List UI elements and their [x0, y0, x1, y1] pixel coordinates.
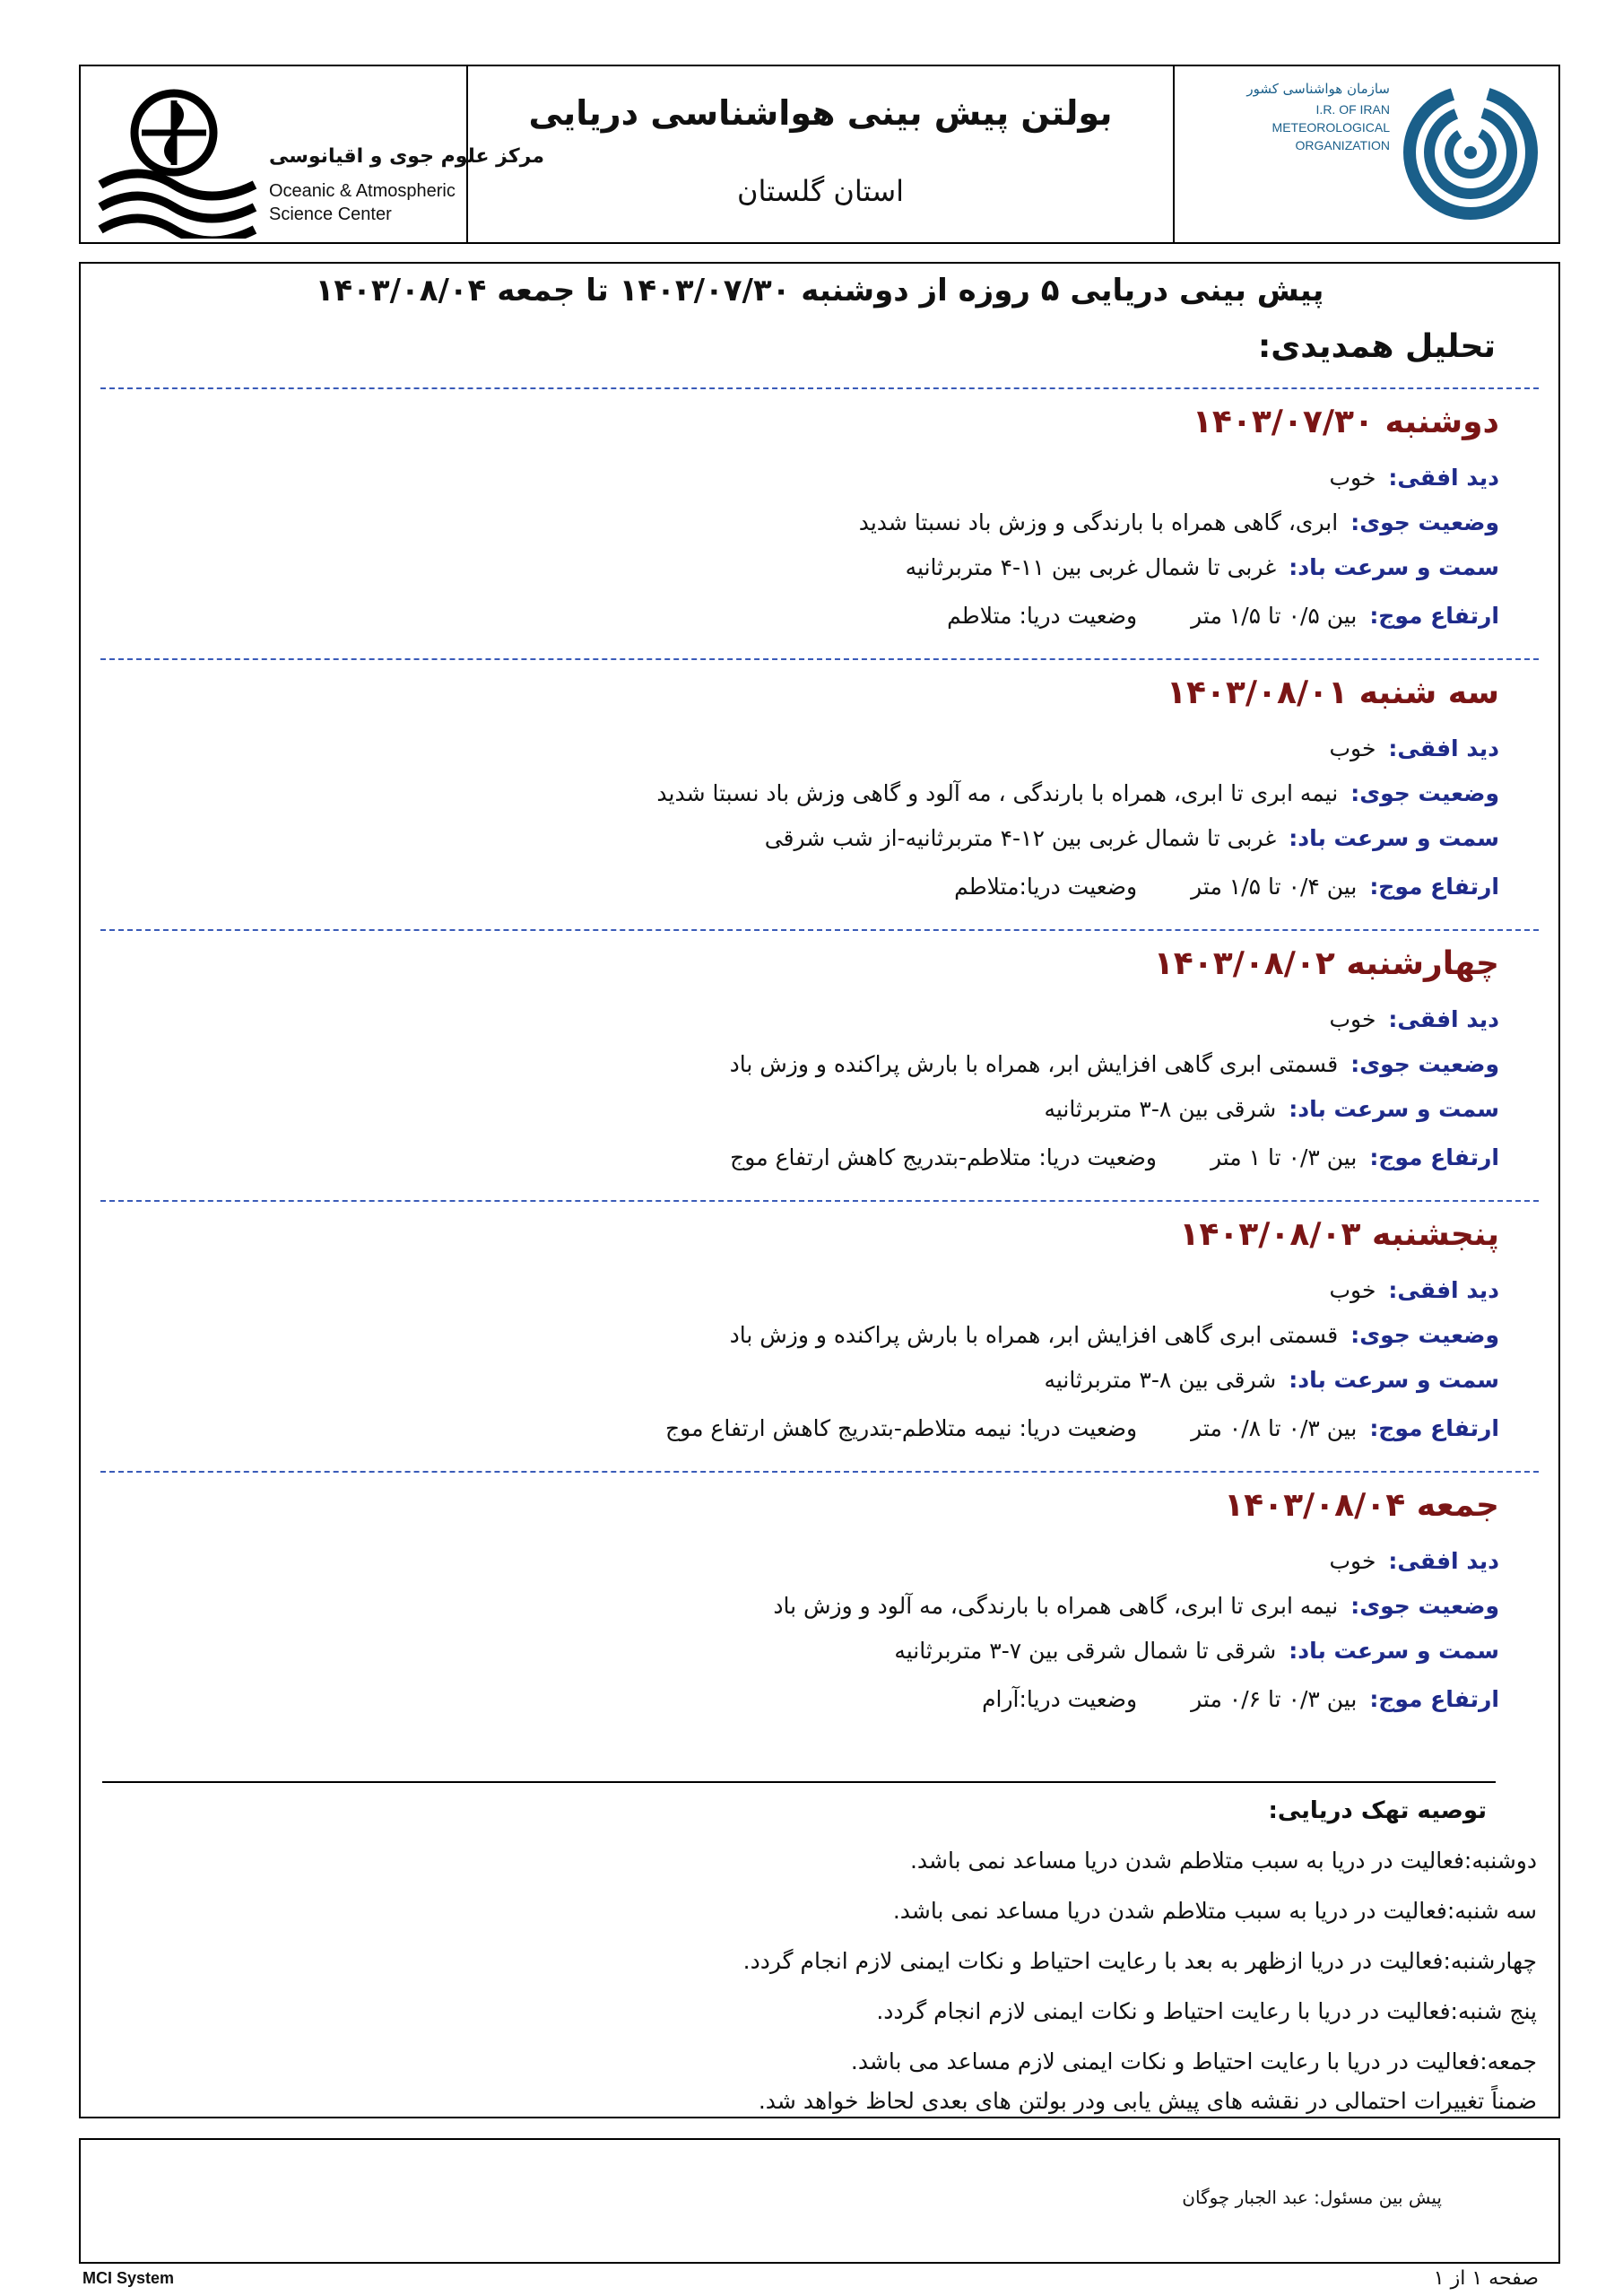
bulletin-title: بولتن پیش بینی هواشناسی دریایی — [528, 93, 1113, 133]
recommendation-item: پنج شنبه:فعالیت در دریا با رعایت احتیاط و نکات ایمنی لازم انجام گردد. — [876, 1998, 1537, 2024]
wave-label: ارتفاع موج: — [1369, 1686, 1499, 1712]
wave-row — [665, 1415, 1499, 1441]
day-forecast — [81, 389, 1562, 658]
irimo-name-en-line3: ORGANIZATION — [1295, 138, 1390, 152]
visibility-row — [1330, 1277, 1500, 1303]
wave-row — [982, 1686, 1499, 1712]
irimo-name-fa: سازمان هواشناسی کشور — [1246, 81, 1390, 97]
recommendations-divider — [102, 1781, 1496, 1783]
visibility-row — [1330, 465, 1500, 491]
sea-state-value: وضعیت دریا: متلاطم — [947, 603, 1138, 629]
weather-label: وضعیت جوی: — [1350, 509, 1499, 535]
visibility-row — [1330, 1548, 1500, 1574]
visibility-value: خوب — [1329, 1548, 1376, 1574]
recommendation-item: چهارشنبه:فعالیت در دریا ازظهر به بعد با رعایت احتیاط و نکات ایمنی لازم انجام گردد. — [742, 1948, 1537, 1974]
weather-label: وضعیت جوی: — [1350, 1593, 1499, 1619]
wind-row — [894, 1638, 1499, 1664]
wave-label: ارتفاع موج: — [1369, 603, 1499, 629]
weather-label: وضعیت جوی: — [1350, 780, 1499, 806]
weather-row — [730, 1051, 1499, 1077]
wind-label: سمت و سرعت باد: — [1289, 1096, 1499, 1122]
weather-value: ابری، گاهی همراه با بارندگی و وزش باد نسبتا شدید — [858, 509, 1339, 535]
day-title: جمعه ۱۴۰۳/۰۸/۰۴ — [1224, 1487, 1499, 1524]
oasc-name-en-line1: Oceanic & Atmospheric — [269, 181, 456, 201]
wind-label: سمت و سرعت باد: — [1289, 554, 1499, 580]
sea-state-value: وضعیت دریا: متلاطم-بتدریج کاهش ارتفاع موج — [730, 1144, 1157, 1170]
recommendation-item: سه شنبه:فعالیت در دریا به سبب متلاطم شدن دریا مساعد نمی باشد. — [892, 1898, 1537, 1924]
oasc-name-fa: مرکز علوم جوی و اقیانوسی — [269, 145, 544, 168]
visibility-label: دید افقی: — [1388, 465, 1499, 491]
day-forecast — [81, 931, 1562, 1200]
weather-value: قسمتی ابری گاهی افزایش ابر، همراه با بارش پراکنده و وزش باد — [729, 1322, 1339, 1348]
visibility-label: دید افقی: — [1388, 1006, 1499, 1032]
weather-value: نیمه ابری تا ابری، گاهی همراه با بارندگی، مه آلود و وزش باد — [773, 1593, 1339, 1619]
visibility-row — [1330, 1006, 1500, 1032]
visibility-label: دید افقی: — [1388, 1548, 1499, 1574]
wind-row — [765, 825, 1499, 851]
wave-label: ارتفاع موج: — [1369, 874, 1499, 900]
visibility-label: دید افقی: — [1388, 1277, 1499, 1303]
weather-row — [730, 1322, 1499, 1348]
day-forecast — [81, 660, 1562, 929]
recommendation-item: ضمناً تغییرات احتمالی در نقشه های پیش یابی ودر بولتن های بعدی لحاظ خواهد شد. — [758, 2088, 1537, 2114]
wave-label: ارتفاع موج: — [1369, 1144, 1499, 1170]
day-title: پنجشنبه ۱۴۰۳/۰۸/۰۳ — [1179, 1216, 1499, 1253]
recommendations-heading: توصیه تهک دریایی: — [1268, 1797, 1487, 1824]
weather-row — [859, 509, 1499, 535]
wave-value: بین ۰/۳ تا ۱ متر — [1210, 1144, 1358, 1170]
wave-value: بین ۰/۴ تا ۱/۵ متر — [1191, 874, 1358, 900]
visibility-row — [1330, 735, 1500, 761]
wind-value: غربی تا شمال غربی بین ۱۲-۴ متربرثانیه-از شب شرقی — [764, 825, 1277, 851]
wave-row — [954, 874, 1499, 900]
wind-value: غربی تا شمال غربی بین ۱۱-۴ متربرثانیه — [905, 554, 1277, 580]
province-name: استان گلستان — [736, 174, 905, 208]
visibility-value: خوب — [1329, 465, 1376, 491]
irimo-name-en-line1: I.R. OF IRAN — [1315, 102, 1390, 117]
page-number: صفحه ۱ از ۱ — [1433, 2267, 1539, 2290]
wind-value: شرقی بین ۸-۳ متربرثانیه — [1044, 1367, 1277, 1393]
sea-state-value: وضعیت دریا:متلاطم — [954, 874, 1138, 900]
wind-label: سمت و سرعت باد: — [1289, 1367, 1499, 1393]
bulletin-header — [79, 65, 1560, 244]
sea-state-value: وضعیت دریا: نیمه متلاطم-بتدریج کاهش ارتفاع موج — [665, 1415, 1138, 1441]
wind-label: سمت و سرعت باد: — [1289, 825, 1499, 851]
oasc-logo-block — [81, 66, 544, 242]
wave-label: ارتفاع موج: — [1369, 1415, 1499, 1441]
sea-state-value: وضعیت دریا:آرام — [982, 1686, 1138, 1712]
recommendation-item: دوشنبه:فعالیت در دریا به سبب متلاطم شدن دریا مساعد نمی باشد. — [909, 1848, 1537, 1874]
weather-label: وضعیت جوی: — [1350, 1322, 1499, 1348]
wave-value: بین ۰/۵ تا ۱/۵ متر — [1191, 603, 1358, 629]
header-title-block — [468, 66, 1175, 242]
day-title: دوشنبه ۱۴۰۳/۰۷/۳۰ — [1192, 404, 1499, 440]
wind-value: شرقی تا شمال شرقی بین ۷-۳ متربرثانیه — [894, 1638, 1277, 1664]
forecast-title: پیش بینی دریایی ۵ روزه از دوشنبه ۱۴۰۳/۰۷/۳۰ تا جمعه ۱۴۰۳/۰۸/۰۴ — [315, 273, 1324, 309]
weather-value: قسمتی ابری گاهی افزایش ابر، همراه با بارش پراکنده و وزش باد — [729, 1051, 1339, 1077]
wind-row — [906, 554, 1499, 580]
forecaster-box — [79, 2138, 1560, 2264]
system-label: MCI System — [82, 2269, 175, 2287]
wave-row — [730, 1144, 1499, 1170]
wind-row — [1044, 1367, 1499, 1393]
irimo-spiral-logo-icon — [1399, 74, 1542, 226]
visibility-value: خوب — [1329, 1006, 1376, 1032]
weather-row — [773, 1593, 1499, 1619]
visibility-value: خوب — [1329, 1277, 1376, 1303]
visibility-value: خوب — [1329, 735, 1376, 761]
oasc-name-en-line2: Science Center — [269, 204, 392, 224]
visibility-label: دید افقی: — [1388, 735, 1499, 761]
day-forecast — [81, 1202, 1562, 1471]
wind-row — [1044, 1096, 1499, 1122]
day-title: سه شنبه ۱۴۰۳/۰۸/۰۱ — [1166, 674, 1499, 711]
wind-label: سمت و سرعت باد: — [1289, 1638, 1499, 1664]
weather-label: وضعیت جوی: — [1350, 1051, 1499, 1077]
forecaster-name: پیش بین مسئول: عبد الجبار چوگان — [1182, 2187, 1442, 2208]
recommendation-item: جمعه:فعالیت در دریا با رعایت احتیاط و نکات ایمنی لازم مساعد می باشد. — [850, 2048, 1537, 2074]
weather-row — [656, 780, 1499, 806]
wave-value: بین ۰/۳ تا ۰/۶ متر — [1191, 1686, 1358, 1712]
day-forecast — [81, 1473, 1562, 1742]
synoptic-analysis-heading: تحلیل همدیدی: — [1257, 328, 1496, 365]
oasc-logo-icon — [93, 77, 273, 239]
day-title: چهارشنبه ۱۴۰۳/۰۸/۰۲ — [1153, 945, 1499, 982]
forecast-body — [79, 262, 1560, 2118]
wind-value: شرقی بین ۸-۳ متربرثانیه — [1044, 1096, 1277, 1122]
irimo-logo-block — [1175, 66, 1558, 242]
wave-row — [947, 603, 1499, 629]
weather-value: نیمه ابری تا ابری، همراه با بارندگی ، مه آلود و گاهی وزش باد نسبتا شدید — [656, 780, 1339, 806]
wave-value: بین ۰/۳ تا ۰/۸ متر — [1191, 1415, 1358, 1441]
irimo-name-en-line2: METEOROLOGICAL — [1271, 120, 1390, 135]
